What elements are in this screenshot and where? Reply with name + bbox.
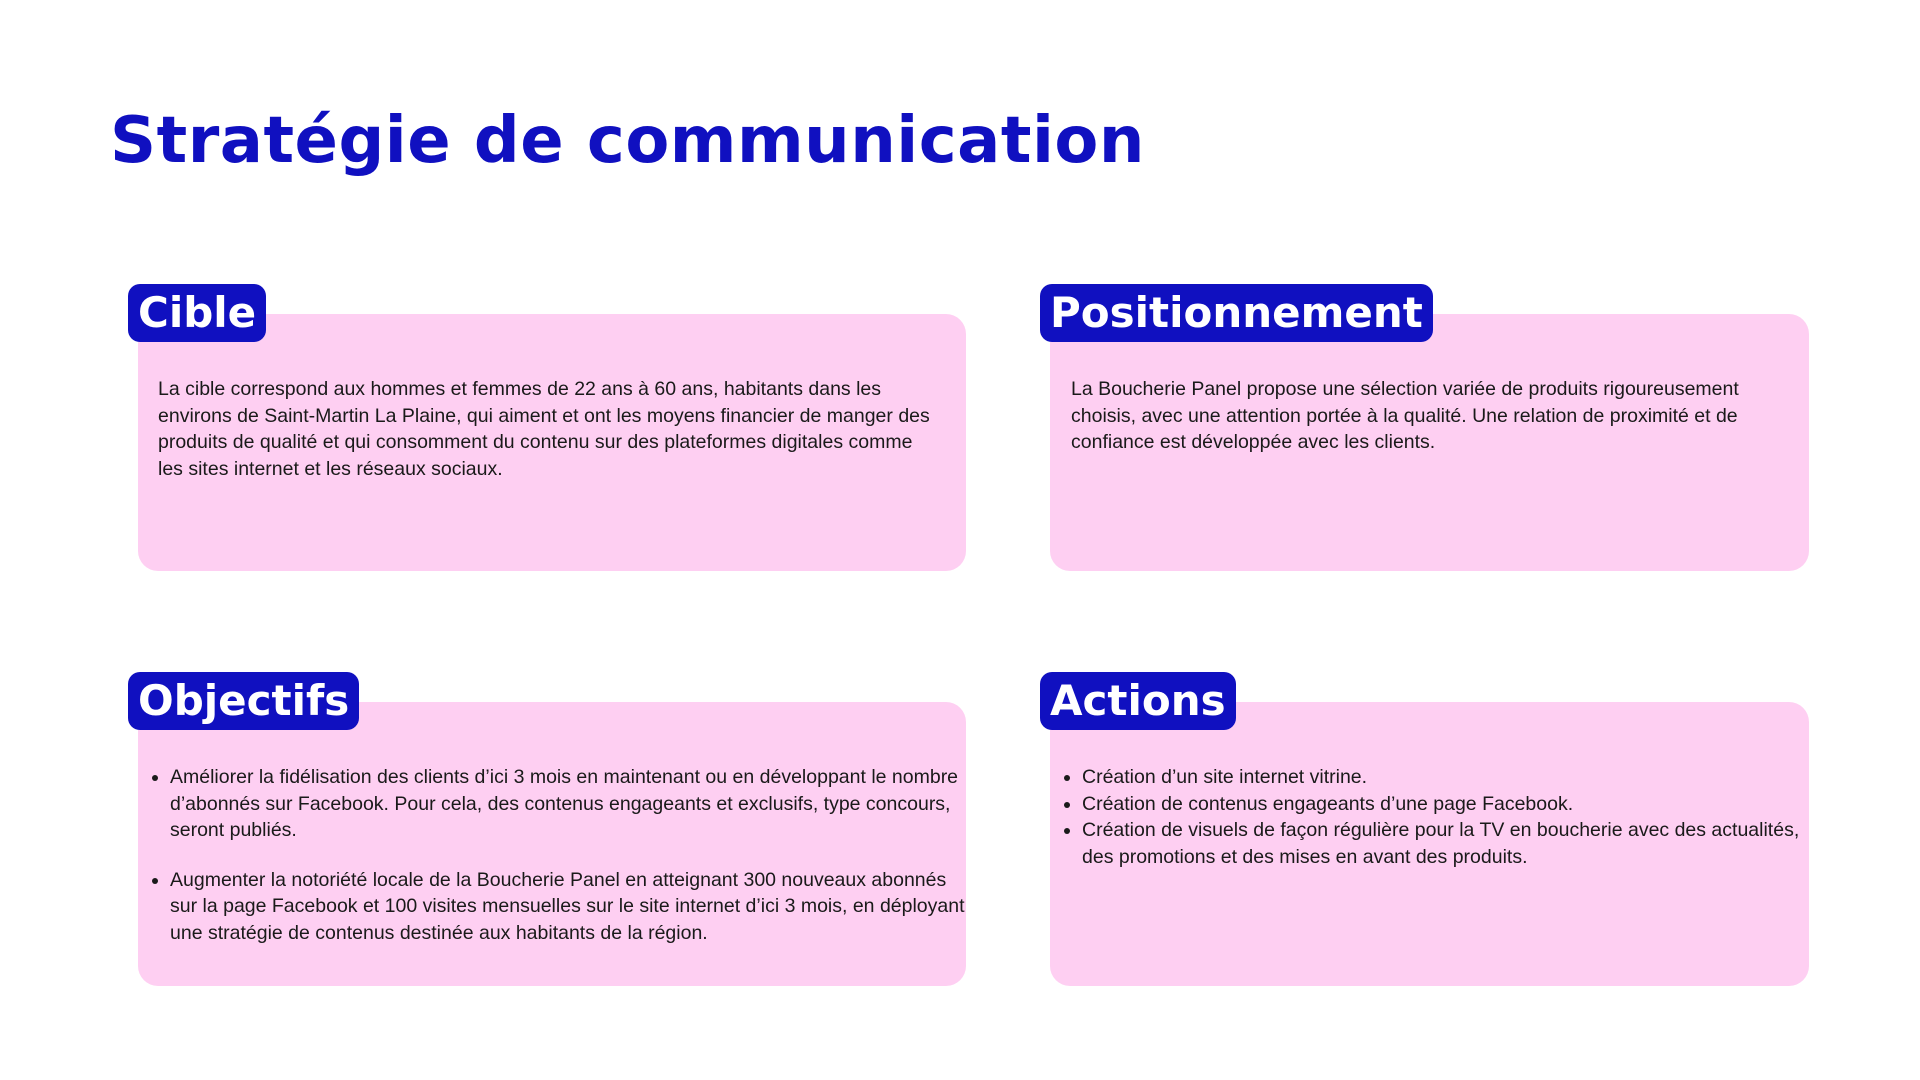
card-label-actions: Actions (1040, 672, 1236, 730)
card-text-positionnement: La Boucherie Panel propose une sélection variée de produits rigoureusement choisis, avec une attention portée à la qualité. Une relation de proximité et de confiance est développée avec les clients. (1071, 378, 1739, 453)
list-item: • Augmenter la notoriété locale de la Boucherie Panel en atteignant 300 nouveaux abonnés sur la page Facebook et 100 visites mensuelles sur le site internet d’ici 3 mois, en déployant une stratégie de contenus destinée aux habitants de la région. (170, 867, 970, 947)
card-label-cible: Cible (128, 284, 266, 342)
list-item: • Création d’un site internet vitrine. (1082, 764, 1812, 791)
page-title: Stratégie de communication (110, 104, 1145, 178)
list-item: • Améliorer la fidélisation des clients d’ici 3 mois en maintenant ou en développant le nombre d’abonnés sur Facebook. Pour cela, des contenus engageants et exclusifs, type concours, seront publiés. (170, 764, 970, 844)
card-label-positionnement: Positionnement (1040, 284, 1433, 342)
card-label-objectifs: Objectifs (128, 672, 359, 730)
list-item: • Création de contenus engageants d’une page Facebook. (1082, 791, 1812, 818)
objectifs-list (140, 764, 970, 946)
actions-list (1052, 764, 1812, 870)
list-item: • Création de visuels de façon régulière pour la TV en boucherie avec des actualités, des promotions et des mises en avant des produits. (1082, 817, 1812, 870)
card-text-cible: La cible correspond aux hommes et femmes de 22 ans à 60 ans, habitants dans les environs de Saint-Martin La Plaine, qui aiment et ont les moyens financier de manger des produits de qualité et qui consomment du contenu sur des plateformes digitales comme les sites internet et les réseaux sociaux. (158, 378, 930, 480)
